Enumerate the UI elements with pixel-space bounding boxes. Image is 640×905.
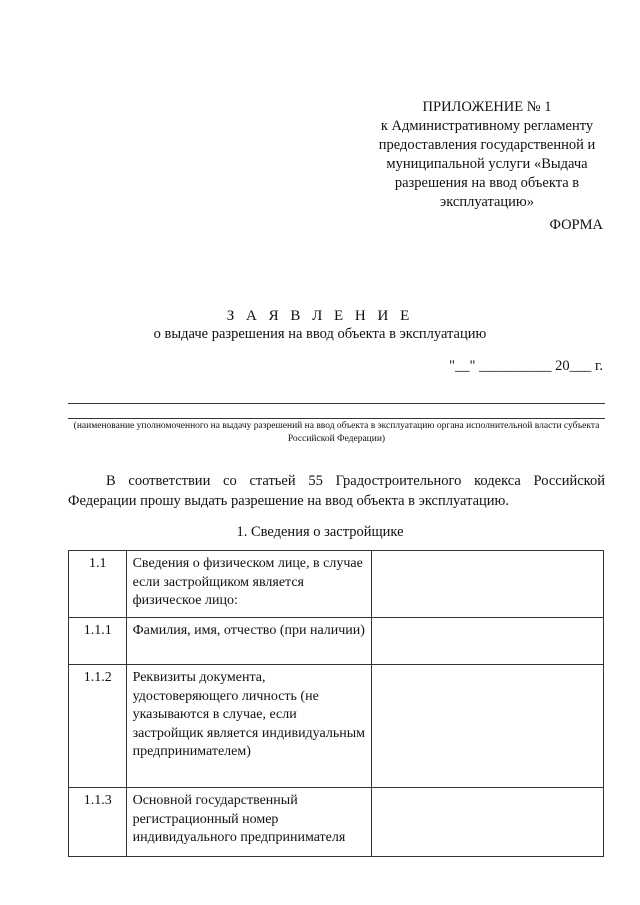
- authority-name-underline: [68, 418, 605, 419]
- appendix-line: эксплуатацию»: [439, 194, 534, 210]
- row-number: 1.1.1: [69, 618, 127, 665]
- row-label: Реквизиты документа, удостоверяющего личность (не указываются в случае, если застройщик является индивидуальным предпринимателем): [126, 665, 371, 788]
- authority-name-line[interactable]: [68, 403, 605, 404]
- appendix-line: разрешения на ввод объекта в: [394, 175, 580, 191]
- authority-caption: (наименование уполномоченного на выдачу разрешений на ввод объекта в эксплуатацию органа исполнительной власти субъекта Российской Федерации): [73, 421, 600, 444]
- table-row: [69, 551, 604, 618]
- applicant-info-table: [68, 550, 604, 857]
- appendix-block: [356, 98, 618, 212]
- section-title: 1. Сведения о застройщике: [236, 524, 404, 540]
- row-label: Сведения о физическом лице, в случае если застройщиком является физическое лицо:: [126, 551, 371, 618]
- forma-label: ФОРМА: [549, 217, 603, 233]
- row-number: 1.1.3: [69, 788, 127, 857]
- row-value-field[interactable]: [371, 665, 603, 788]
- table-row: [69, 665, 604, 788]
- intro-paragraph: В соответствии со статьей 55 Градостроительного кодекса Российской Федерации прошу выдать разрешение на ввод объекта в эксплуатацию.: [68, 473, 605, 509]
- document-subtitle: о выдаче разрешения на ввод объекта в эксплуатацию: [153, 326, 487, 342]
- appendix-title: ПРИЛОЖЕНИЕ № 1: [422, 99, 552, 115]
- row-number: 1.1.2: [69, 665, 127, 788]
- row-value-field[interactable]: [371, 618, 603, 665]
- row-value-field[interactable]: [371, 788, 603, 857]
- date-field[interactable]: "__" __________ 20___ г.: [449, 358, 603, 374]
- appendix-line: муниципальной услуги «Выдача: [386, 156, 588, 172]
- row-number: 1.1: [69, 551, 127, 618]
- appendix-line: предоставления государственной и: [378, 137, 596, 153]
- table-row: [69, 618, 604, 665]
- appendix-line: к Административному регламенту: [380, 118, 594, 134]
- row-label: Основной государственный регистрационный номер индивидуального предпринимателя: [126, 788, 371, 857]
- row-label: Фамилия, имя, отчество (при наличии): [126, 618, 371, 665]
- document-title: З А Я В Л Е Н И Е: [226, 308, 414, 324]
- table-row: [69, 788, 604, 857]
- row-value-field[interactable]: [371, 551, 603, 618]
